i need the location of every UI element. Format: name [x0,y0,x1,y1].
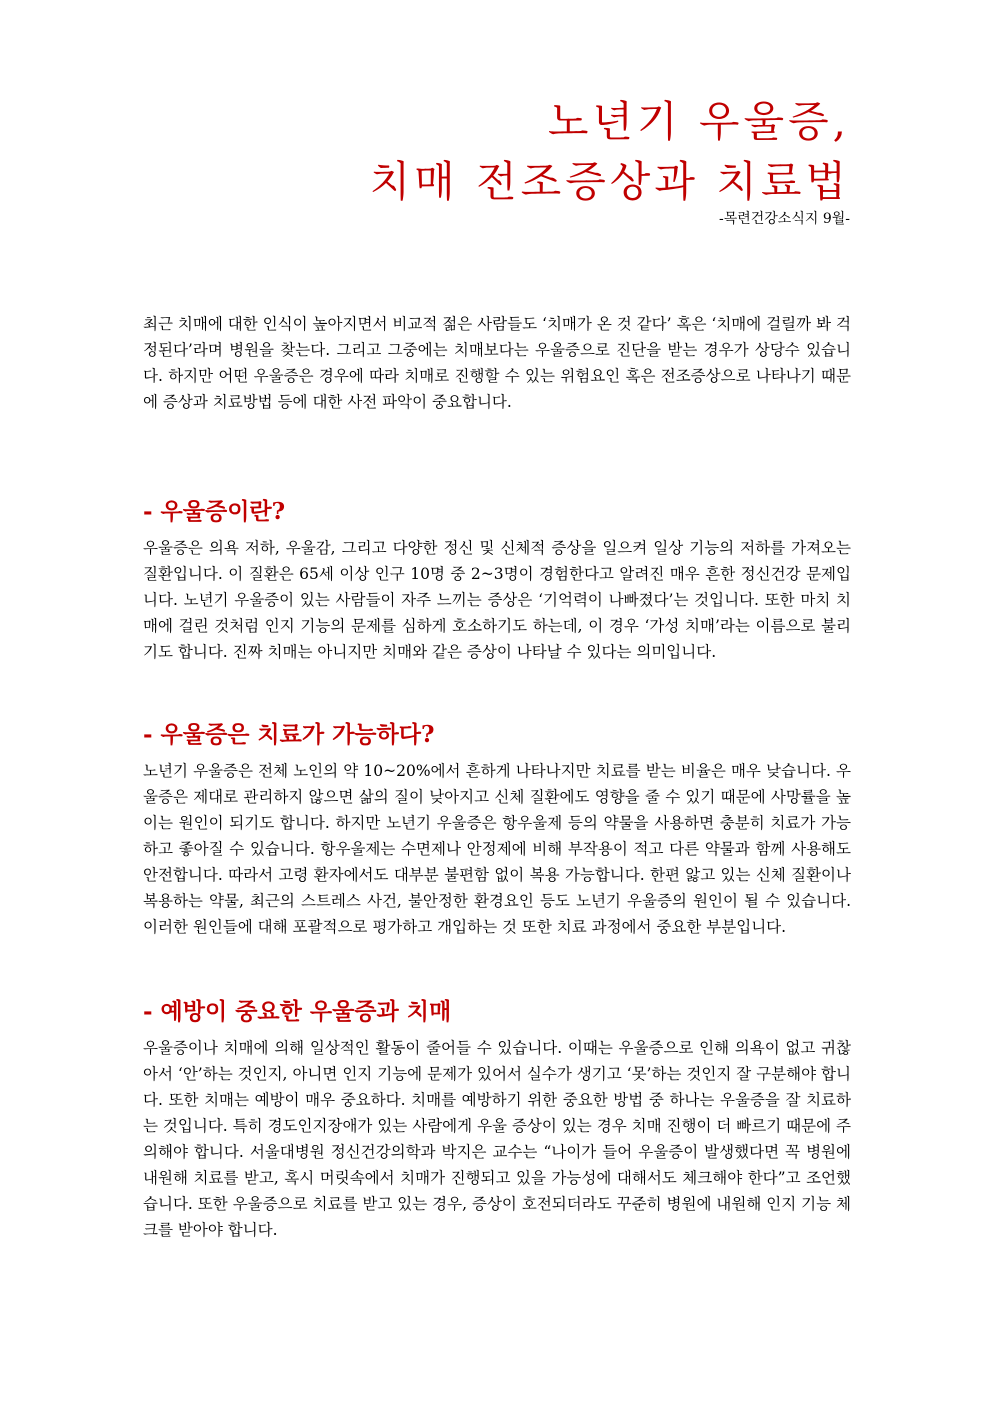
section-heading: - 예방이 중요한 우울증과 치매 [143,998,452,1025]
intro-section [143,311,851,415]
section-paragraph: 우울증은 의욕 저하, 우울감, 그리고 다양한 정신 및 신체적 증상을 일으켜 일상 기능의 저하를 가져오는 질환입니다. 이 질환은 65세 이상 인구 10명 중 2~3명이 경험한다고 알려진 매우 흔한 정신건강 문제입니다. 노년기 우울증이 있는 사람들이 자주 느끼는 증상은 ‘기억력이 나빠졌다’는 것입니다. 또한 마치 치매에 걸린 것처럼 인지 기능의 문제를 심하게 호소하기도 하는데, 이 경우 ‘가성 치매’라는 이름으로 불리기도 합니다. 진짜 치매는 아니지만 치매와 같은 증상이 나타날 수 있다는 의미입니다. [143,539,851,661]
source-note: -목련건강소식지 9월- [718,211,850,227]
section-paragraph: 노년기 우울증은 전체 노인의 약 10~20%에서 흔하게 나타나지만 치료를 받는 비율은 매우 낮습니다. 우울증은 제대로 관리하지 않으면 삶의 질이 낮아지고 신체 질환에도 영향을 줄 수 있기 때문에 사망률을 높이는 원인이 되기도 합니다. 하지만 노년기 우울증은 항우울제 등의 약물을 사용하면 충분히 치료가 가능하고 좋아질 수 있습니다. 항우울제는 수면제나 안정제에 비해 부작용이 적고 다른 약물과 함께 사용해도 안전합니다. 따라서 고령 환자에서도 대부분 불편함 없이 복용 가능합니다. 한편 앓고 있는 신체 질환이나 복용하는 약물, 최근의 스트레스 사건, 불안정한 환경요인 등도 노년기 우울증의 원인이 될 수 있습니다. 이러한 원인들에 대해 포괄적으로 평가하고 개입하는 것 또한 치료 과정에서 중요한 부분입니다. [143,762,851,936]
title-line-2: 치매 전조증상과 치료법 [369,157,850,206]
section-paragraph: 우울증이나 치매에 의해 일상적인 활동이 줄어들 수 있습니다. 이때는 우울증으로 인해 의욕이 없고 귀찮아서 ‘안’하는 것인지, 아니면 인지 기능에 문제가 있어서 실수가 생기고 ‘못’하는 것인지 잘 구분해야 합니다. 또한 치매는 예방이 매우 중요하다. 치매를 예방하기 위한 중요한 방법 중 하나는 우울증을 잘 치료하는 것입니다. 특히 경도인지장애가 있는 사람에게 우울 증상이 있는 경우 치매 진행이 더 빠르기 때문에 주의해야 합니다. 서울대병원 정신건강의학과 박지은 교수는 “나이가 들어 우울증이 발생했다면 꼭 병원에 내원해 치료를 받고, 혹시 머릿속에서 치매가 진행되고 있을 가능성에 대해서도 체크해야 한다”고 조언했습니다. 또한 우울증으로 치료를 받고 있는 경우, 증상이 호전되더라도 꾸준히 병원에 내원해 인지 기능 체크를 받아야 합니다. [143,1039,851,1239]
section-prevention [143,996,851,1243]
title-line-1: 노년기 우울증, [547,97,850,146]
document-title [370,92,850,212]
section-what-is-depression [143,496,851,665]
section-heading: - 우울증이란? [143,498,286,525]
intro-paragraph: 최근 치매에 대한 인식이 높아지면서 비교적 젊은 사람들도 ‘치매가 온 것 같다’ 혹은 ‘치매에 걸릴까 봐 걱정된다’라며 병원을 찾는다. 그리고 그중에는 치매보다는 우울증으로 진단을 받는 경우가 상당수 있습니다. 하지만 어떤 우울증은 경우에 따라 치매로 진행할 수 있는 위험요인 혹은 전조증상으로 나타나기 때문에 증상과 치료방법 등에 대한 사전 파악이 중요합니다. [143,315,851,411]
section-treatment [143,719,851,940]
section-heading: - 우울증은 치료가 가능하다? [143,721,435,748]
